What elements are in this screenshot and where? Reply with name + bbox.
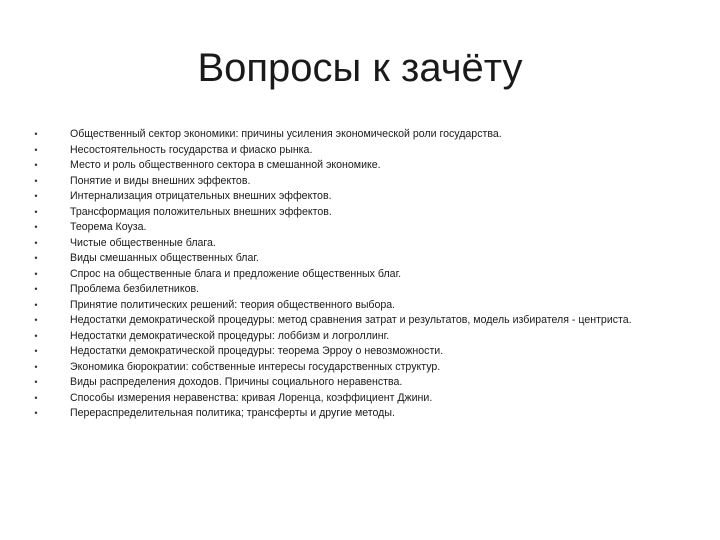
bullet-icon: • [34,191,38,201]
bullet-icon: • [34,346,38,356]
question-text: Спрос на общественные блага и предложение общественных благ. [70,267,402,280]
question-text: Экономика бюрократии: собственные интересы государственных структур. [70,360,441,373]
bullet-icon: • [34,361,38,372]
question-item [34,127,676,143]
question-item [34,189,676,205]
bullet-icon: • [34,392,38,403]
question-text: Интернализация отрицательных внешних эффектов. [70,190,332,202]
question-item [34,158,676,174]
question-text: Недостатки демократической процедуры: лоббизм и логроллинг. [70,329,390,342]
question-text: Недостатки демократической процедуры: теорема Эрроу о невозможности. [70,345,444,357]
question-text: Общественный сектор экономики: причины усиления экономической роли государства. [70,128,502,140]
question-item [34,406,676,422]
slide-title: Вопросы к зачёту [197,46,523,90]
question-item [34,391,676,407]
question-text: Принятие политических решений: теория общественного выбора. [70,298,396,311]
bullet-icon: • [34,299,38,310]
question-text: Трансформация положительных внешних эффектов. [70,205,332,218]
bullet-icon: • [34,129,38,139]
question-text: Недостатки демократической процедуры: метод сравнения затрат и результатов, модель избирателя - центриста. [70,314,632,326]
question-item [34,174,676,190]
question-text: Виды смешанных общественных благ. [70,252,259,264]
question-item [34,205,676,221]
bullet-icon: • [34,160,38,170]
question-text: Проблема безбилетников. [70,283,200,295]
bullet-icon: • [34,222,38,232]
question-item [34,282,676,298]
question-text: Способы измерения неравенства: кривая Лоренца, коэффициент Джини. [70,391,433,404]
bullet-icon: • [34,175,38,186]
bullet-icon: • [34,377,38,387]
question-item [34,298,676,314]
question-text: Понятие и виды внешних эффектов. [70,174,251,187]
question-text: Перераспределительная политика; трансферты и другие методы. [70,407,395,419]
question-item [34,360,676,376]
question-item [34,143,676,159]
question-item [34,313,676,329]
bullet-icon: • [34,268,38,279]
question-text: Теорема Коуза. [70,221,147,233]
question-item [34,344,676,360]
question-item [34,251,676,267]
bullet-icon: • [34,253,38,263]
question-item [34,375,676,391]
question-item [34,329,676,345]
bullet-icon: • [34,408,38,418]
question-item [34,267,676,283]
bullet-icon: • [34,284,38,294]
question-list [34,127,676,422]
bullet-icon: • [34,330,38,341]
bullet-icon: • [34,315,38,325]
question-text: Виды распределения доходов. Причины социального неравенства. [70,376,403,388]
question-text: Чистые общественные блага. [70,236,216,249]
question-text: Место и роль общественного сектора в смешанной экономике. [70,159,381,171]
question-item [34,236,676,252]
question-item [34,220,676,236]
bullet-icon: • [34,144,38,155]
bullet-icon: • [34,237,38,248]
bullet-icon: • [34,206,38,217]
question-text: Несостоятельность государства и фиаско рынка. [70,143,313,156]
